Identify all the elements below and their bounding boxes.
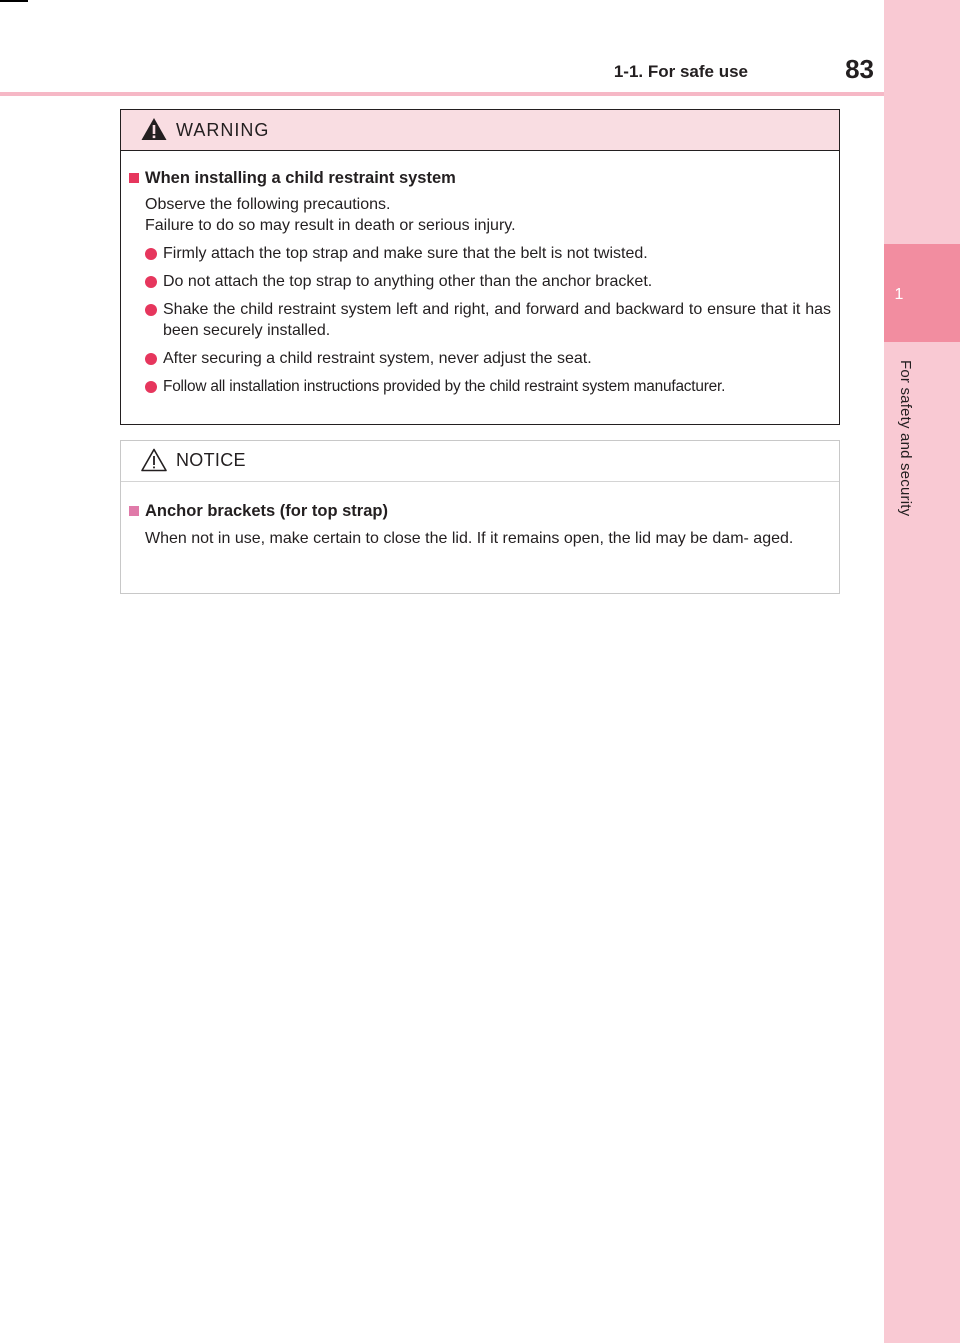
list-item: [121, 348, 839, 369]
warning-intro: [121, 194, 839, 236]
notice-topic: [121, 500, 839, 522]
chapter-title: For safety and security: [897, 360, 914, 517]
notice-topic-text: Anchor brackets (for top strap): [145, 502, 388, 520]
section-title: 1-1. For safe use: [613, 62, 748, 81]
list-item-text: Shake the child restraint system left and right, and forward and backward to ensure that it has been securely installed.: [163, 301, 831, 339]
list-item-text: Do not attach the top strap to anything other than the anchor bracket.: [163, 273, 653, 290]
round-bullet-icon: [145, 381, 157, 393]
round-bullet-icon: [145, 353, 157, 365]
list-item-text: Firmly attach the top strap and make sure that the belt is not twisted.: [163, 245, 648, 262]
caution-triangle-outline-icon: [140, 447, 168, 473]
notice-text: When not in use, make certain to close the lid. If it remains open, the lid may be dam- aged.: [145, 530, 794, 547]
round-bullet-icon: [145, 248, 157, 260]
list-item-text: After securing a child restraint system, never adjust the seat.: [163, 350, 592, 367]
warning-topic-text: When installing a child restraint system: [145, 169, 456, 187]
notice-label: NOTICE: [176, 450, 246, 470]
header-rule: [0, 92, 884, 96]
page-number: 83: [845, 54, 874, 84]
chapter-sidebar: [884, 0, 960, 1343]
list-item: [121, 376, 839, 397]
list-item-text: Follow all installation instructions provided by the child restraint system manufacturer.: [163, 378, 726, 395]
warning-topic: [121, 167, 839, 189]
notice-box: [120, 440, 840, 594]
warning-label: WARNING: [176, 120, 270, 140]
warning-intro-line: Observe the following precautions.: [145, 196, 391, 213]
crop-mark-left: [0, 0, 28, 2]
chapter-number: 1: [894, 286, 904, 303]
notice-header: [121, 441, 839, 482]
warning-body: [121, 151, 839, 397]
warning-triangle-icon: [140, 116, 168, 142]
round-bullet-icon: [145, 276, 157, 288]
list-item: [121, 299, 839, 341]
warning-box: [120, 109, 840, 425]
warning-bullet-list: [121, 243, 839, 397]
round-bullet-icon: [145, 304, 157, 316]
warning-header: [121, 110, 839, 151]
list-item: [121, 243, 839, 264]
notice-body: [121, 482, 839, 550]
square-bullet-icon: [129, 506, 139, 516]
list-item: [121, 271, 839, 292]
warning-intro-line: Failure to do so may result in death or serious injury.: [145, 217, 516, 234]
square-bullet-icon: [129, 173, 139, 183]
